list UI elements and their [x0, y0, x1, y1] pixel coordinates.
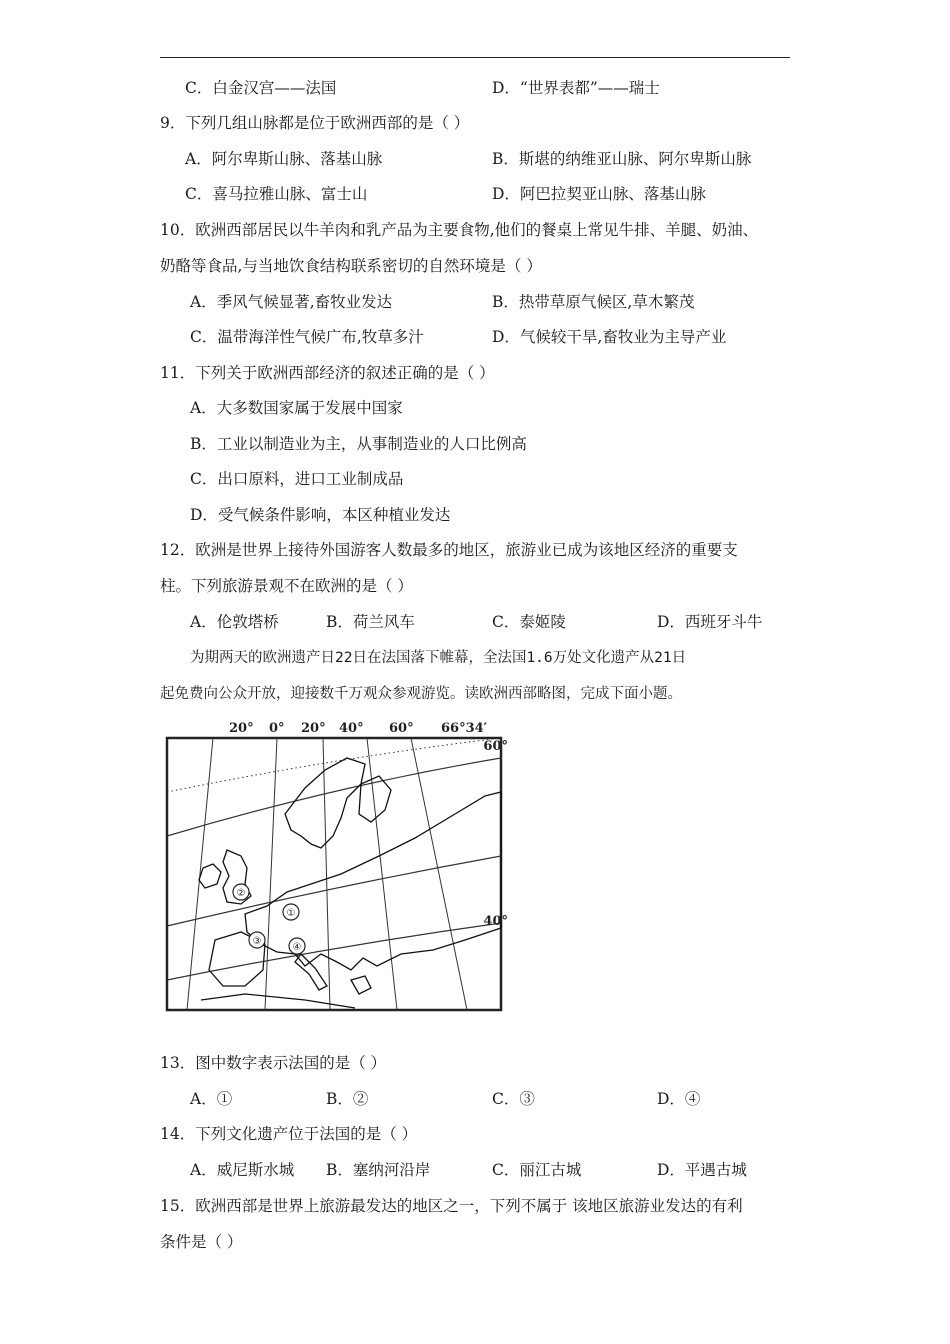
q9-stem: 9．下列几组山脉都是位于欧洲西部的是（ ）	[160, 114, 470, 132]
q10-stem-line-2: 奶酪等食品,与当地饮食结构联系密切的自然环境是（ ）	[160, 257, 542, 275]
marker-1-label: ①	[286, 908, 296, 919]
marker-2-label: ②	[236, 888, 246, 899]
q14-stem: 14．下列文化遗产位于法国的是（ ）	[160, 1125, 418, 1143]
marker-3-label: ③	[252, 936, 262, 947]
q13-option-d: D．④	[657, 1090, 701, 1108]
q12-stem-line-2: 柱。下列旅游景观不在欧洲的是（ ）	[160, 577, 413, 595]
q10-option-c: C．温带海洋性气候广布,牧草多汁	[190, 328, 424, 346]
q12-stem-line-1: 12．欧洲是世界上接待外国游客人数最多的地区，旅游业已成为该地区经济的重要支	[160, 541, 738, 559]
q11-option-a: A．大多数国家属于发展中国家	[190, 399, 403, 417]
q8-option-d: D．“世界表都”——瑞士	[492, 79, 660, 97]
q8-option-c: C．白金汉宫——法国	[185, 79, 337, 97]
q13-stem: 13．图中数字表示法国的是（ ）	[160, 1054, 387, 1072]
q14-option-d: D．平遇古城	[657, 1161, 747, 1179]
latitude-40-line	[167, 856, 501, 926]
lon-label-arctic: 66°34′	[441, 721, 488, 736]
latitude-60-line	[167, 758, 501, 836]
ireland-shape	[199, 864, 221, 888]
lon-label-40e: 40°	[339, 721, 364, 736]
q10-option-b: B．热带草原气候区,草木繁茂	[492, 293, 695, 311]
q10-stem-line-1: 10．欧洲西部居民以牛羊肉和乳产品为主要食物,他们的餐桌上常见牛排、羊腿、奶油、	[160, 221, 759, 239]
greece-shape	[351, 976, 371, 994]
lat-label-40: 40°	[483, 914, 508, 929]
lon-label-20w: 20°	[229, 721, 254, 736]
q14-option-b: B．塞纳河沿岸	[326, 1161, 431, 1179]
q13-option-c: C．③	[492, 1090, 535, 1108]
map-frame	[167, 738, 501, 1010]
meridian-20e	[323, 738, 330, 1010]
header-rule	[160, 57, 790, 58]
western-europe-map	[165, 718, 508, 1013]
q15-stem-line-2: 条件是（ ）	[160, 1233, 243, 1251]
q11-option-c: C．出口原料，进口工业制成品	[190, 470, 404, 488]
q13-option-a: A．①	[190, 1090, 233, 1108]
q12-option-b: B．荷兰风车	[326, 613, 415, 631]
coastline-group	[199, 758, 501, 1008]
q9-option-a: A．阿尔卑斯山脉、落基山脉	[185, 150, 383, 168]
north-africa-coast	[201, 994, 355, 1008]
q15-stem-line-1: 15．欧洲西部是世界上旅游最发达的地区之一，下列不属于 该地区旅游业发达的有利	[160, 1197, 743, 1215]
q12-option-a: A．伦敦塔桥	[190, 613, 279, 631]
q12-option-d: D．西班牙斗牛	[657, 613, 763, 631]
q10-option-a: A．季风气候显著,畜牧业发达	[190, 293, 393, 311]
lon-label-20e: 20°	[301, 721, 326, 736]
q9-option-c: C．喜马拉雅山脉、富士山	[185, 185, 368, 203]
q12-option-c: C．泰姬陵	[492, 613, 566, 631]
q13-option-b: B．②	[326, 1090, 369, 1108]
marker-4-label: ④	[292, 942, 302, 953]
q11-option-b: B．工业以制造业为主，从事制造业的人口比例高	[190, 435, 527, 453]
intro-line-1: 为期两天的欧洲遗产日22日在法国落下帷幕，全法国1.6万处文化遗产从21日	[190, 650, 687, 666]
q9-option-d: D．阿巴拉契亚山脉、落基山脉	[492, 185, 706, 203]
q11-stem: 11．下列关于欧洲西部经济的叙述正确的是（ ）	[160, 364, 495, 382]
lat-label-60: 60°	[483, 739, 508, 754]
q14-option-c: C．丽江古城	[492, 1161, 582, 1179]
q9-option-b: B．斯堪的纳维亚山脉、阿尔卑斯山脉	[492, 150, 752, 168]
lon-label-60e: 60°	[389, 721, 414, 736]
q10-option-d: D．气候较干旱,畜牧业为主导产业	[492, 328, 727, 346]
meridian-60e	[411, 738, 467, 1010]
q11-option-d: D．受气候条件影响，本区种植业发达	[190, 506, 451, 524]
q14-option-a: A．威尼斯水城	[190, 1161, 295, 1179]
intro-line-2: 起免费向公众开放，迎接数千万观众参观游览。读欧洲西部略图，完成下面小题。	[160, 686, 682, 702]
meridian-0	[265, 738, 277, 1010]
lon-label-0: 0°	[269, 721, 285, 736]
